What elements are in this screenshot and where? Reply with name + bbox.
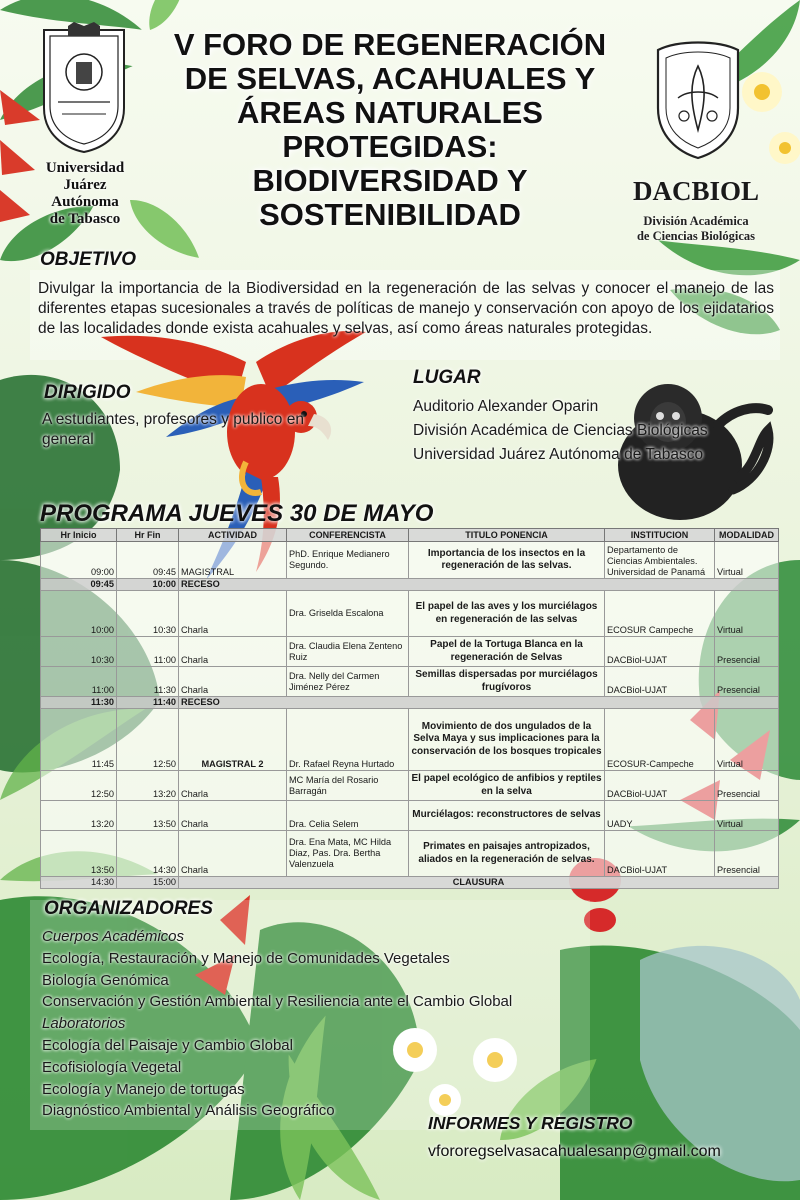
table-row (41, 591, 779, 637)
cell-talk-title: Papel de la Tortuga Blanca en la regeneración de Selvas (409, 637, 605, 667)
cell-speaker: PhD. Enrique Medianero Segundo. (287, 542, 409, 579)
programa-heading: PROGRAMA JUEVES 30 DE MAYO (40, 500, 434, 527)
cell-end-time: 14:30 (117, 831, 179, 877)
dirigido-line: general (42, 431, 94, 448)
cell-start-time: 13:20 (41, 801, 117, 831)
objetivo-heading: OBJETIVO (40, 249, 137, 270)
column-header: MODALIDAD (715, 529, 779, 542)
list-item: Biología Genómica (42, 971, 169, 989)
cell-talk-title: El papel ecológico de anfibios y reptiles en la selva (409, 771, 605, 801)
list-item: Ecología, Restauración y Manejo de Comunidades Vegetales (42, 949, 450, 967)
ujat-name (22, 160, 148, 228)
dacbiol-subtitle-line: de Ciencias Biológicas (636, 229, 756, 243)
cell-modality: Presencial (715, 771, 779, 801)
cell-start-time: 11:30 (41, 697, 117, 709)
cell-speaker: Dr. Rafael Reyna Hurtado (287, 709, 409, 771)
program-table-header (41, 529, 779, 542)
cell-institution: DACBiol-UJAT (605, 831, 715, 877)
list-item: Conservación y Gestión Ambiental y Resiliencia ante el Cambio Global (42, 993, 513, 1011)
cell-institution: DACBiol-UJAT (605, 667, 715, 697)
table-row (41, 709, 779, 771)
cell-modality: Presencial (715, 831, 779, 877)
title-line: V FORO DE REGENERACIÓN (173, 27, 607, 62)
cell-start-time: 10:30 (41, 637, 117, 667)
cell-modality: Virtual (715, 709, 779, 771)
lugar-line: Auditorio Alexander Oparin (413, 398, 599, 415)
cell-speaker: MC María del Rosario Barragán (287, 771, 409, 801)
cell-speaker: Dra. Claudia Elena Zenteno Ruiz (287, 637, 409, 667)
dacbiol-subtitle-line: División Académica (643, 214, 749, 228)
cell-activity: MAGISTRAL (179, 542, 287, 579)
table-row (41, 831, 779, 877)
table-row (41, 801, 779, 831)
cell-end-time: 09:45 (117, 542, 179, 579)
cell-modality: Virtual (715, 591, 779, 637)
title-line: BIODIVERSIDAD Y (252, 163, 528, 198)
column-header: CONFERENCISTA (287, 529, 409, 542)
cell-modality: Presencial (715, 667, 779, 697)
cell-end-time: 11:00 (117, 637, 179, 667)
organizadores-heading: ORGANIZADORES (44, 898, 213, 919)
cell-start-time: 12:50 (41, 771, 117, 801)
cell-activity: MAGISTRAL 2 (179, 709, 287, 771)
cell-break-label: RECESO (179, 697, 779, 709)
cell-activity: Charla (179, 771, 287, 801)
cell-start-time: 11:45 (41, 709, 117, 771)
program-table (40, 528, 779, 889)
ujat-name-line: Autónoma (51, 194, 119, 210)
lugar-line: Universidad Juárez Autónoma de Tabasco (413, 446, 704, 463)
cell-speaker: Dra. Celia Selem (287, 801, 409, 831)
ujat-seal-logo (38, 22, 130, 154)
objetivo-text: Divulgar la importancia de la Biodiversidad en la regeneración de las selvas y conocer el manejo de las diferentes etapas sucesionales a través de políticas de manejo y conservación con apoyo de los ejidatarios de las localidades donde exista acahuales y selvas, así como áreas naturales protegidas. (38, 280, 774, 337)
dirigido-heading: DIRIGIDO (44, 382, 131, 403)
cuerpos-label: Cuerpos Académicos (42, 928, 185, 945)
registration-email[interactable]: vfororegselvasacahualesanp@gmail.com (428, 1143, 721, 1160)
cell-end-time: 12:50 (117, 709, 179, 771)
title-line: ÁREAS NATURALES (237, 95, 543, 130)
cell-institution: DACBiol-UJAT (605, 637, 715, 667)
column-header: Hr Fin (117, 529, 179, 542)
cell-start-time: 14:30 (41, 877, 117, 889)
table-row (41, 771, 779, 801)
list-item: Ecología y Manejo de tortugas (42, 1080, 245, 1098)
cell-institution: ECOSUR Campeche (605, 591, 715, 637)
cell-activity: Charla (179, 591, 287, 637)
title-line: DE SELVAS, ACAHUALES Y (184, 61, 596, 96)
cell-start-time: 09:00 (41, 542, 117, 579)
cell-end-time: 10:00 (117, 579, 179, 591)
table-row-break (41, 697, 779, 709)
list-item: Diagnóstico Ambiental y Análisis Geográfico (42, 1102, 335, 1120)
cell-speaker: Dra. Nelly del Carmen Jiménez Pérez (287, 667, 409, 697)
table-row-closing (41, 877, 779, 889)
cell-activity: Charla (179, 801, 287, 831)
cell-talk-title: Semillas dispersadas por murciélagos frugívoros (409, 667, 605, 697)
list-item: Ecofisiología Vegetal (42, 1058, 182, 1076)
lugar-heading: LUGAR (413, 367, 481, 388)
cell-start-time: 13:50 (41, 831, 117, 877)
cell-activity: Charla (179, 831, 287, 877)
cell-institution: ECOSUR-Campeche (605, 709, 715, 771)
cell-talk-title: Movimiento de dos ungulados de la Selva Maya y sus implicaciones para la conservación de los bosques tropicales (409, 709, 605, 771)
cell-activity: Charla (179, 667, 287, 697)
informes-heading: INFORMES Y REGISTRO (428, 1113, 633, 1133)
list-item: Ecología del Paisaje y Cambio Global (42, 1036, 293, 1054)
dirigido-line: A estudiantes, profesores y publico en (42, 411, 304, 428)
cell-activity: Charla (179, 637, 287, 667)
cell-talk-title: Importancia de los insectos en la regeneración de las selvas. (409, 542, 605, 579)
column-header: TITULO PONENCIA (409, 529, 605, 542)
cell-end-time: 10:30 (117, 591, 179, 637)
cell-start-time: 09:45 (41, 579, 117, 591)
cell-start-time: 10:00 (41, 591, 117, 637)
cell-closing-label: CLAUSURA (179, 877, 779, 889)
table-row (41, 637, 779, 667)
organizadores-list (42, 926, 602, 1122)
table-row (41, 667, 779, 697)
lugar-line: División Académica de Ciencias Biológicas (413, 422, 708, 439)
lugar-text (413, 395, 753, 467)
cell-speaker: Dra. Ena Mata, MC Hilda Diaz, Pas. Dra. Bertha Valenzuela (287, 831, 409, 877)
cell-institution: UADY (605, 801, 715, 831)
cell-institution: DACBiol-UJAT (605, 771, 715, 801)
dacbiol-seal-logo (648, 38, 748, 160)
cell-end-time: 13:50 (117, 801, 179, 831)
cell-talk-title: Primates en paisajes antropizados, aliados en la regeneración de selvas. (409, 831, 605, 877)
column-header: INSTITUCION (605, 529, 715, 542)
cell-start-time: 11:00 (41, 667, 117, 697)
cell-end-time: 15:00 (117, 877, 179, 889)
table-row-break (41, 579, 779, 591)
title-line: PROTEGIDAS: (282, 129, 498, 164)
cell-speaker: Dra. Griselda Escalona (287, 591, 409, 637)
laboratorios-label: Laboratorios (42, 1015, 126, 1033)
cell-end-time: 13:20 (117, 771, 179, 801)
ujat-name-line: de Tabasco (49, 211, 121, 227)
cell-modality: Virtual (715, 542, 779, 579)
cell-break-label: RECESO (179, 579, 779, 591)
column-header: Hr Inicio (41, 529, 117, 542)
table-row (41, 542, 779, 579)
cell-end-time: 11:40 (117, 697, 179, 709)
cell-modality: Presencial (715, 637, 779, 667)
ujat-name-line: Universidad (45, 160, 125, 176)
dirigido-text (42, 410, 372, 450)
dacbiol-subtitle (612, 214, 780, 244)
cell-talk-title: El papel de las aves y los murciélagos en regeneración de las selvas (409, 591, 605, 637)
cell-talk-title: Murciélagos: reconstructores de selvas (409, 801, 605, 831)
column-header: ACTIVIDAD (179, 529, 287, 542)
ujat-name-line: Juárez (63, 177, 107, 193)
dacbiol-name: DACBIOL (632, 176, 760, 206)
title-line: SOSTENIBILIDAD (259, 197, 521, 232)
cell-end-time: 11:30 (117, 667, 179, 697)
cell-institution: Departamento de Ciencias Ambientales. Universidad de Panamá (605, 542, 715, 579)
event-title (160, 28, 620, 232)
cell-modality: Virtual (715, 801, 779, 831)
